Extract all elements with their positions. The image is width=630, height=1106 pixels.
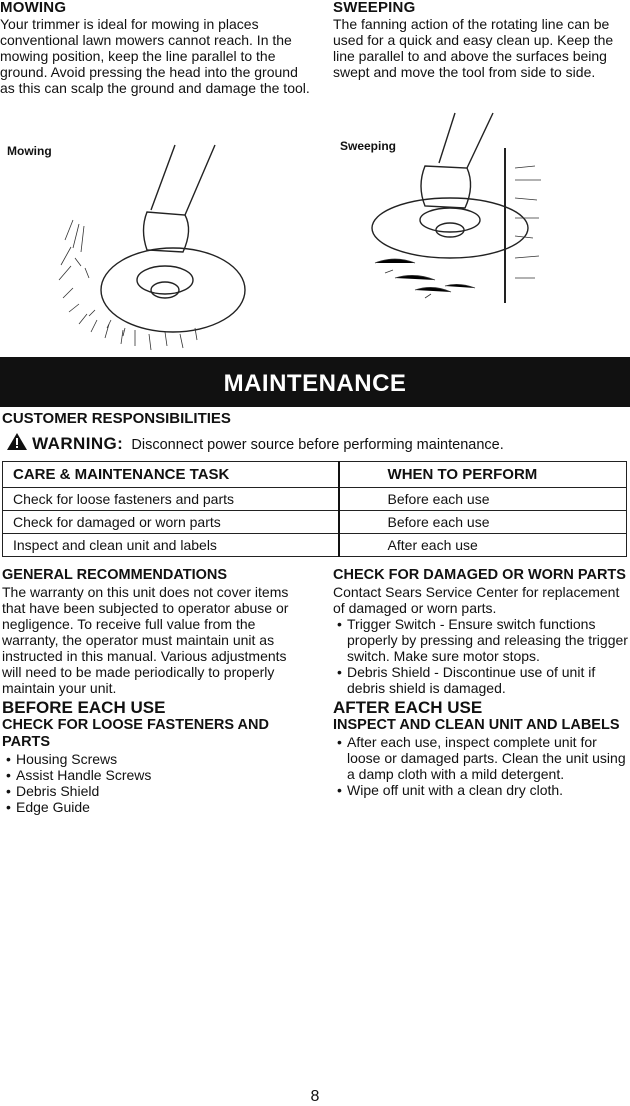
mowing-section [0, 0, 312, 96]
list-item: • Edge Guide [2, 799, 307, 815]
list-item: • Assist Handle Screws [2, 767, 307, 783]
warning-icon [6, 432, 28, 451]
left-column [2, 567, 307, 815]
general-recommendations-text: The warranty on this unit does not cover items that have been subjected to operator abuse or negligence. To receive full value from the warranty, the operator must maintain unit as instructed in this manual. Various adjustments will need to be made periodically to properly maintain your unit. [2, 584, 289, 696]
mowing-text: Your trimmer is ideal for mowing in places conventional lawn mowers cannot reach. In the mowing position, keep the line parallel to the ground. Avoid pressing the head into the ground as this can scalp the ground and damage the tool. [0, 16, 310, 96]
list-item: • After each use, inspect complete unit for loose or damaged parts. Clean the unit using a damp cloth with a mild detergent. [333, 734, 630, 782]
right-column [333, 567, 630, 798]
sweeping-heading: SWEEPING [333, 0, 416, 16]
sweeping-illustration [355, 108, 555, 313]
before-each-use-heading: BEFORE EACH USE [2, 698, 166, 717]
mowing-illustration [55, 140, 265, 355]
table-header-when: WHEN TO PERFORM [339, 462, 627, 488]
mowing-heading: MOWING [0, 0, 67, 16]
check-loose-fasteners-heading: CHECK FOR LOOSE FASTENERS AND PARTS [2, 717, 269, 750]
list-item: • Debris Shield [2, 783, 307, 799]
table-header-task: CARE & MAINTENANCE TASK [3, 462, 339, 488]
maintenance-table [2, 461, 627, 557]
table-row [3, 511, 627, 534]
after-list [333, 734, 630, 798]
warning-line [6, 432, 504, 454]
table-cell-when: After each use [339, 534, 627, 557]
damaged-list [333, 616, 630, 696]
sweeping-section [333, 0, 630, 80]
after-each-use-heading: AFTER EACH USE [333, 698, 483, 717]
list-item: • Housing Screws [2, 751, 307, 767]
table-row [3, 488, 627, 511]
list-item: • Wipe off unit with a clean dry cloth. [333, 782, 630, 798]
warning-label: WARNING: [32, 434, 124, 453]
fasteners-list [2, 751, 307, 815]
list-item: • Debris Shield - Discontinue use of unit if debris shield is damaged. [333, 664, 630, 696]
sweeping-figure-label: Sweeping [340, 139, 397, 153]
inspect-clean-heading: INSPECT AND CLEAN UNIT AND LABELS [333, 717, 620, 733]
table-row [3, 534, 627, 557]
table-cell-task: Inspect and clean unit and labels [3, 534, 339, 557]
mowing-figure-label: Mowing [7, 144, 52, 158]
customer-responsibilities-heading: CUSTOMER RESPONSIBILITIES [2, 410, 231, 427]
table-cell-when: Before each use [339, 488, 627, 511]
general-recommendations-heading: GENERAL RECOMMENDATIONS [2, 567, 228, 583]
check-damaged-heading: CHECK FOR DAMAGED OR WORN PARTS [333, 567, 626, 583]
warning-text: Disconnect power source before performing maintenance. [131, 437, 504, 453]
table-cell-task: Check for loose fasteners and parts [3, 488, 339, 511]
table-header-row [3, 462, 627, 488]
check-damaged-text: Contact Sears Service Center for replacement of damaged or worn parts. [333, 584, 620, 616]
table-cell-when: Before each use [339, 511, 627, 534]
table-cell-task: Check for damaged or worn parts [3, 511, 339, 534]
sweeping-text: The fanning action of the rotating line can be used for a quick and easy clean up. Keep the line parallel to and above the surfaces being swept and move the tool from side to side. [333, 16, 614, 80]
page-number: 8 [310, 1088, 320, 1105]
list-item: • Trigger Switch - Ensure switch functions properly by pressing and releasing the trigger switch. Make sure motor stops. [333, 616, 630, 664]
maintenance-banner: MAINTENANCE [0, 357, 630, 407]
